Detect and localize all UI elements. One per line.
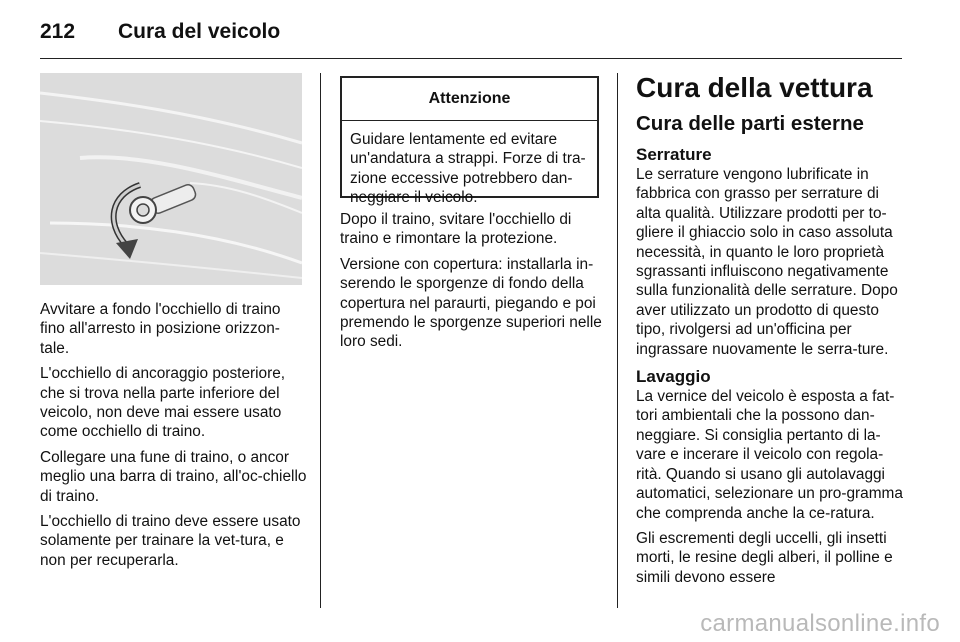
section-title: Cura della vettura: [636, 72, 873, 103]
page-header: [40, 14, 280, 50]
paragraph: La vernice del veicolo è esposta a fat-tori ambientali che la possono dan-neggiare. Si consiglia pertanto di la-vare e incerare il veicolo con regola-rità. Quando si usano gli autolavaggi automatici, selezionare un pro-gramma che comprenda anche la ce-ratura.: [636, 388, 903, 522]
column-2: [340, 210, 608, 358]
chapter-title: Cura del veicolo: [118, 20, 281, 43]
paragraph: Avvitare a fondo l'occhiello di traino fino all'arresto in posizione orizzon-tale.: [40, 301, 281, 357]
column-3: [636, 72, 904, 593]
warning-title: Attenzione: [342, 78, 597, 121]
paragraph: Collegare una fune di traino, o ancor meglio una barra di traino, all'oc-chiello di traino.: [40, 448, 307, 505]
column-1: [40, 300, 308, 576]
column-divider-2: [617, 73, 618, 608]
watermark: carmanualsonline.info: [700, 610, 940, 637]
paragraph: L'occhiello di traino deve essere usato solamente per trainare la vet-tura, e non per recuperarla.: [40, 513, 301, 569]
header-rule: [40, 58, 902, 59]
column-divider-1: [320, 73, 321, 608]
heading-serrature: Serrature: [636, 145, 712, 164]
page-number: 212: [40, 20, 76, 43]
paragraph: Versione con copertura: installarla in-serendo le sporgenze di fondo della copertura nel paraurti, piegando e poi premendo le sporgenze superiori nelle loro sedi.: [340, 255, 602, 351]
tow-eye-illustration: [40, 73, 302, 285]
heading-lavaggio: Lavaggio: [636, 367, 711, 387]
paragraph: L'occhiello di ancoraggio posteriore, che si trova nella parte inferiore del veicolo, non deve mai essere usato come occhiello di traino.: [40, 365, 286, 441]
warning-body: Guidare lentamente ed evitare un'andatura a strappi. Forze di tra-zione eccessive potrebbero dan-neggiare il veicolo.: [350, 131, 586, 207]
warning-box: [340, 76, 599, 207]
subsection-title: Cura delle parti esterne: [636, 112, 864, 135]
paragraph: Le serrature vengono lubrificate in fabbrica con grasso per serrature di alta qualità. Utilizzare prodotti per to-gliere il ghiaccio solo in caso assoluta necessità, in quanto le loro proprietà sgrassanti influiscono negativamente sulla funzionalità delle serrature. Dopo aver utilizzato un prodotto di questo tipo, rivolgersi ad un'officina per ingrassare nuovamente le serra-ture.: [636, 166, 898, 358]
paragraph: Gli escrementi degli uccelli, gli insetti morti, le resine degli alberi, il polline e simili devono essere: [636, 529, 893, 586]
tow-eye-drawing: [40, 73, 302, 285]
paragraph: Dopo il traino, svitare l'occhiello di traino e rimontare la protezione.: [340, 211, 572, 248]
